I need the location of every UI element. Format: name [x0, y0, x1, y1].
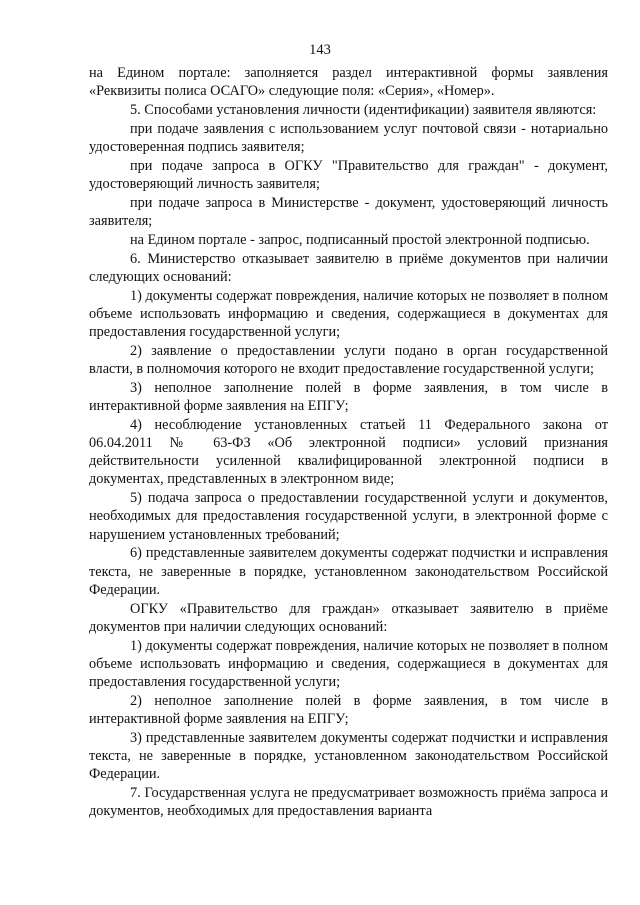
- paragraph-ogku: при подаче запроса в ОГКУ "Правительство для граждан" - документ, удостоверяющий личность заявителя;: [89, 157, 608, 192]
- paragraph-item-6: 6. Министерство отказывает заявителю в приёме документов при наличии следующих оснований:: [89, 250, 608, 285]
- paragraph-ground-1: 1) документы содержат повреждения, наличие которых не позволяет в полном объеме использовать информацию и сведения, содержащиеся в документах для предоставления государственной услуги;: [89, 287, 608, 340]
- body-text: [89, 64, 608, 820]
- paragraph-ground-6: 6) представленные заявителем документы содержат подчистки и исправления текста, не заверенные в порядке, установленном законодательством Российской Федерации.: [89, 545, 608, 598]
- paragraph-postal: при подаче заявления с использованием услуг почтовой связи - нотариально удостоверенная подпись заявителя;: [89, 120, 608, 155]
- paragraph-portal: на Едином портале - запрос, подписанный простой электронной подписью.: [130, 231, 590, 248]
- paragraph-item-5: 5. Способами установления личности (идентификации) заявителя являются:: [130, 102, 597, 118]
- paragraph-ogku-ground-1: 1) документы содержат повреждения, наличие которых не позволяет в полном объеме использовать информацию и сведения, содержащиеся в документах для предоставления государственной услуги;: [89, 637, 608, 691]
- paragraph-ogku-ground-2: 2) неполное заполнение полей в форме заявления, в том числе в интерактивной форме заявления на ЕПГУ;: [89, 692, 608, 728]
- paragraph-ogku-refusal: ОГКУ «Правительство для граждан» отказывает заявителю в приёме документов при наличии следующих оснований:: [89, 600, 608, 635]
- paragraph-ground-2: 2) заявление о предоставлении услуги подано в орган государственной власти, в полномочия которого не входит предоставление государственной услуги;: [89, 342, 608, 377]
- paragraph-ground-3: 3) неполное заполнение полей в форме заявления, в том числе в интерактивной форме заявления на ЕПГУ;: [89, 379, 608, 414]
- paragraph-ground-4: 4) несоблюдение установленных статьей 11 Федерального закона от 06.04.2011 № 63-ФЗ «Об электронной подписи» условий признания действительности усиленной квалифицированной электронной подписи в документах, представленных в электронном виде;: [89, 416, 608, 488]
- paragraph-ogku-ground-3: 3) представленные заявителем документы содержат подчистки и исправления текста, не заверенные в порядке, установленном законодательством Российской Федерации.: [89, 729, 608, 783]
- paragraph-ministry: при подаче запроса в Министерстве - документ, удостоверяющий личность заявителя;: [89, 194, 608, 229]
- page-number: 143: [309, 42, 331, 58]
- paragraph-item-7: 7. Государственная услуга не предусматривает возможность приёма запроса и документов, необходимых для предоставления варианта: [89, 785, 608, 820]
- paragraph-continuation: на Едином портале: заполняется раздел интерактивной формы заявления «Реквизиты полиса ОСАГО» следующие поля: «Серия», «Номер».: [89, 65, 608, 100]
- paragraph-ground-5: 5) подача запроса о предоставлении государственной услуги и документов, необходимых для предоставления государственной услуги, в электронной форме с нарушением установленных требований;: [89, 490, 608, 543]
